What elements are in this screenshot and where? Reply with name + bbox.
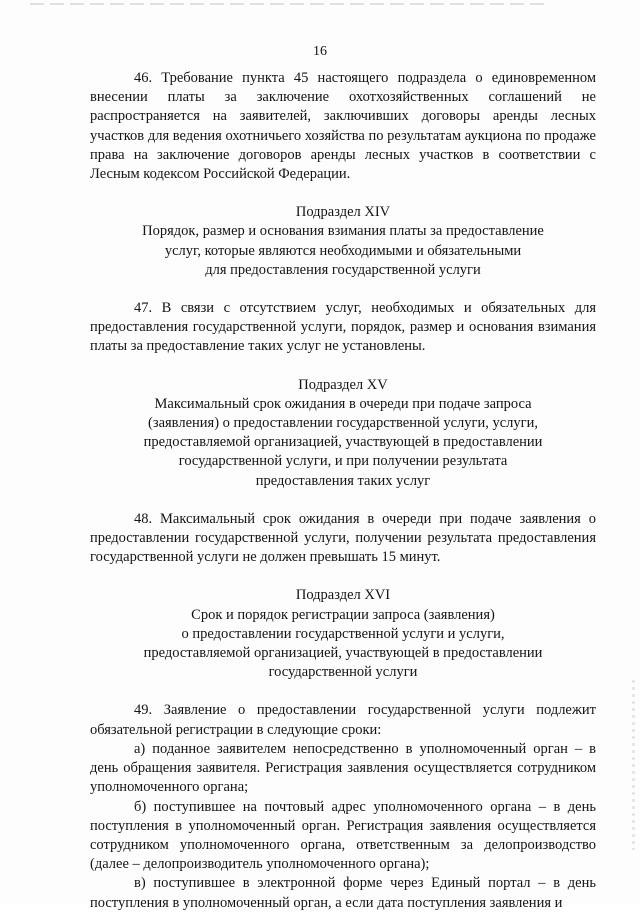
section-title-line: государственной услуги, и при получении результата bbox=[178, 453, 508, 470]
section-title-line: государственной услуги bbox=[268, 664, 418, 681]
section-title-line: для предоставления государственной услуги bbox=[205, 261, 481, 278]
section-heading-xvi bbox=[90, 586, 596, 682]
scan-artifact-edge bbox=[632, 680, 635, 850]
section-title-line: предоставления таких услуг bbox=[255, 472, 431, 489]
section-label: Подраздел XV bbox=[298, 376, 388, 393]
section-title-line: услуг, которые являются необходимыми и обязательными bbox=[164, 242, 522, 259]
section-title-line: (заявления) о предоставлении государственной услуги, услуги, bbox=[148, 415, 538, 432]
paragraph-49: 49. Заявление о предоставлении государственной услуги подлежит обязательной регистрации в следующие сроки: bbox=[90, 702, 596, 738]
list-item-49b: б) поступившее на почтовый адрес уполномоченного органа – в день поступления в уполномоченный орган. Регистрация заявления осуществляется сотрудником уполномоченного органа, ответственным за делопроизводство (далее – делопроизводитель уполномоченного органа); bbox=[90, 798, 596, 873]
section-label: Подраздел XIV bbox=[295, 204, 391, 221]
paragraph-47: 47. В связи с отсутствием услуг, необходимых и обязательных для предоставления государственной услуги, порядок, размер и основания взимания платы за предоставление таких услуг не установлены. bbox=[90, 300, 596, 355]
section-title-line: Порядок, размер и основания взимания платы за предоставление bbox=[142, 223, 544, 240]
section-title-line: Максимальный срок ожидания в очереди при подаче запроса bbox=[154, 395, 532, 412]
paragraph-46: 46. Требование пункта 45 настоящего подраздела о единовременном внесении платы за заключение охотхозяйственных соглашений не распространяется на заявителей, заключивших договоры аренды лесных участков для ведения охотничьего хозяйства по результатам аукциона по продаже права на заключение договоров аренды лесных участков в соответствии с Лесным кодексом Российской Федерации. bbox=[90, 70, 596, 183]
section-title-line: Срок и порядок регистрации запроса (заявления) bbox=[191, 606, 495, 623]
scan-artifact-top bbox=[30, 3, 550, 5]
section-title-line: предоставляемой организацией, участвующей в предоставлении bbox=[143, 645, 543, 662]
list-item-49a: а) поданное заявителем непосредственно в уполномоченный орган – в день обращения заявителя. Регистрация заявления осуществляется сотрудником уполномоченного органа; bbox=[90, 740, 596, 796]
section-label: Подраздел XVI bbox=[295, 587, 391, 604]
section-title-line: предоставляемой организацией, участвующей в предоставлении bbox=[143, 434, 543, 451]
paragraph-48: 48. Максимальный срок ожидания в очереди при подаче заявления о предоставлении государственной услуги, получении результата предоставления государственной услуги не должен превышать 15 минут. bbox=[90, 510, 596, 566]
section-heading-xiv bbox=[90, 203, 596, 280]
section-title-line: о предоставлении государственной услуги и услуги, bbox=[181, 625, 505, 642]
document-body bbox=[90, 69, 596, 913]
page-number: 16 bbox=[313, 44, 327, 59]
section-heading-xv bbox=[90, 376, 596, 491]
list-item-49c: в) поступившее в электронной форме через Единый портал – в день поступления в уполномоченный орган, а если дата поступления заявления и bbox=[90, 875, 596, 911]
